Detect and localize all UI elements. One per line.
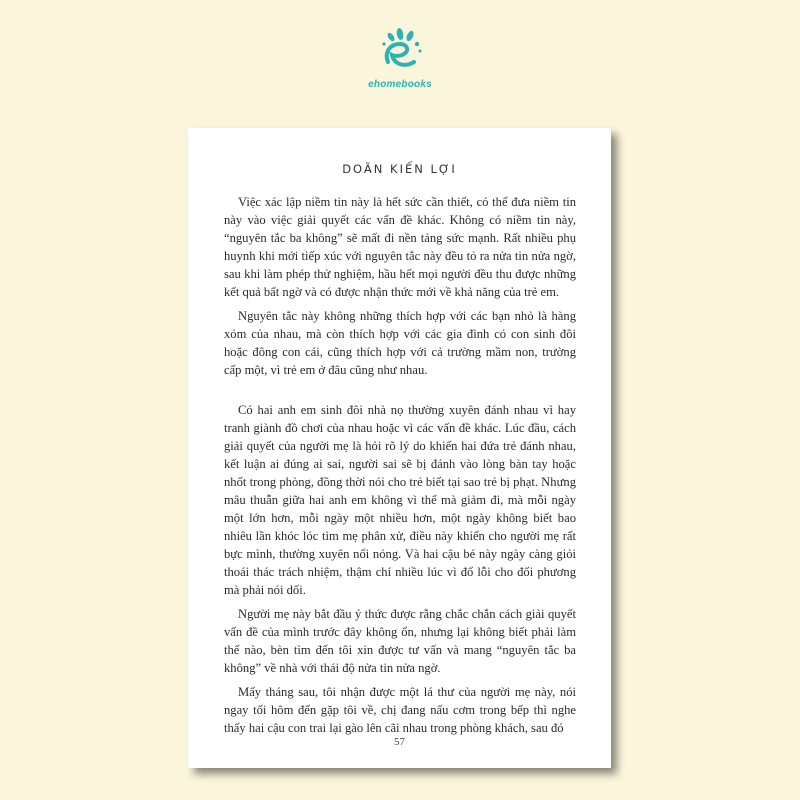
- brand-logo: [355, 22, 445, 92]
- paragraph: Có hai anh em sinh đôi nhà nọ thường xuyên đánh nhau vì hay tranh giành đồ chơi của nhau hoặc vì các vấn đề khác. Lúc đầu, cách giải quyết của người mẹ là hỏi rõ lý do khiến hai đứa trẻ đánh nhau, kết luận ai đúng ai sai, người sai sẽ bị đánh vào lòng bàn tay hoặc nhốt trong phòng, đồng thời nói cho trẻ biết tại sao trẻ bị phạt. Nhưng mâu thuẫn giữa hai anh em không vì thế mà giảm đi, mà mỗi ngày một lớn hơn, mỗi ngày một nhiều hơn, một ngày không biết bao nhiêu lần khóc lóc tìm mẹ phân xử, điều này khiến cho người mẹ rất bực mình, thường xuyên nổi nóng. Và hai cậu bé này ngày càng giỏi thoái thác trách nhiệm, thậm chí nhiều lúc vì đổ lỗi cho đối phương mà phải nói dối.: [224, 403, 576, 597]
- paragraph: Mấy tháng sau, tôi nhận được một lá thư của người mẹ này, nói ngay tối hôm đến gặp tôi về, chị đang nấu cơm trong bếp thì nghe thấy hai cậu con trai lại gào lên cãi nhau trong phòng khách, sau đó: [224, 685, 576, 735]
- page-number: 57: [394, 736, 405, 748]
- paragraph: Người mẹ này bắt đầu ý thức được rằng chắc chắn cách giải quyết vấn đề của mình trước đây không ổn, nhưng lại không biết phải làm thế nào, bèn tìm đến tôi xin được tư vấn và mang “nguyên tắc ba không” về nhà với thái độ nửa tin nửa ngờ.: [224, 607, 576, 675]
- page-body: [224, 193, 576, 743]
- running-header: DOÃN KIẾN LỢI: [342, 162, 457, 176]
- ehomebooks-logo-icon: [370, 22, 430, 78]
- paragraph: Nguyên tắc này không những thích hợp với các bạn nhỏ là hàng xóm của nhau, mà còn thích hợp với các gia đình có con sinh đôi hoặc đông con cái, cũng thích hợp với cả trường mầm non, trường cấp một, vì trẻ em ở đâu cũng như nhau.: [224, 309, 576, 377]
- book-page: [188, 128, 611, 768]
- brand-name: ehomebooks: [368, 79, 432, 90]
- paragraph: Việc xác lập niềm tin này là hết sức cần thiết, có thể đưa niềm tin này vào việc giải quyết các vấn đề khác. Không có niềm tin này, “nguyên tắc ba không” sẽ mất đi nền tảng sức mạnh. Rất nhiều phụ huynh khi mới tiếp xúc với nguyên tắc này đều tỏ ra nửa tin nửa ngờ, sau khi làm phép thử nghiệm, hầu hết mọi người đều thu được những kết quả bất ngờ và có được nhận thức mới về khả năng của trẻ em.: [224, 195, 576, 299]
